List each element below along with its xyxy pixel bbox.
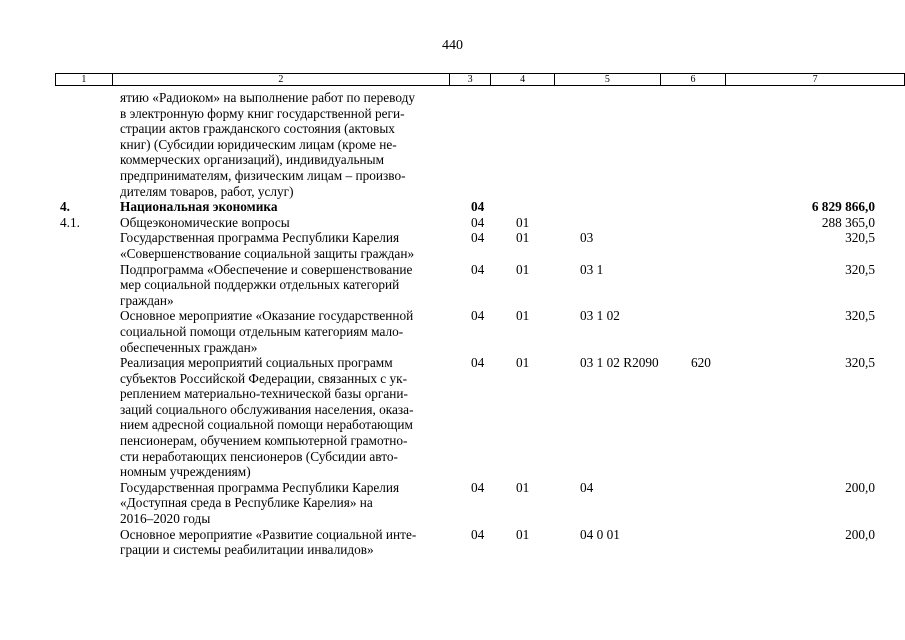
target-article-code: 03 [580,230,594,246]
amount: 320,5 [845,261,875,277]
column-header-table [55,73,905,86]
section-code: 04 [471,479,485,495]
table-row [0,199,905,215]
subsection-code: 01 [516,214,530,230]
section-code: 04 [471,230,485,246]
amount: 320,5 [845,230,875,246]
amount: 320,5 [845,355,875,371]
table-row [0,308,905,355]
page-number: 440 [442,38,463,53]
table-row [0,262,905,309]
section-code: 04 [471,526,485,542]
table-row [0,527,905,558]
column-header-3: 3 [449,74,491,86]
column-header-6: 6 [660,74,725,86]
expense-type-code: 620 [691,355,711,371]
row-description: Общеэкономические вопросы [120,214,290,230]
section-code: 04 [471,199,485,215]
section-code: 04 [471,214,485,230]
table-row [0,215,905,231]
row-description: Реализация мероприятий социальных программ субъектов Российской Федерации, связанных с ук- реплением материально-технической базы органи- заций социального обслуживания населения, оказа- нием адресной социальной помощи неработающим пенсионерам, обучением компьютерной грамотно- сти неработающих пенсионеров (Субсидии авто- номным учреждениям) [120,355,414,480]
amount: 320,5 [845,308,875,324]
subsection-code: 01 [516,230,530,246]
amount: 200,0 [845,526,875,542]
target-article-code: 03 1 02 R2090 [580,355,659,371]
row-number: 4.1. [60,214,80,230]
row-description: Основное мероприятие «Развитие социальной инте- грации и системы реабилитации инвалидов» [120,526,417,558]
amount: 288 365,0 [821,214,875,230]
budget-table-body [0,90,905,558]
target-article-code: 04 0 01 [580,526,620,542]
row-description: Основное мероприятие «Оказание государственной социальной помощи отдельным категориям мало- обеспеченных граждан» [120,308,414,355]
table-row [0,230,905,261]
table-row [0,355,905,480]
column-header-5: 5 [554,74,660,86]
row-description: Государственная программа Республики Карелия «Доступная среда в Республике Карелия» на 2016–2020 годы [120,479,400,527]
row-description: Национальная экономика [120,199,278,215]
table-row [0,90,905,199]
subsection-code: 01 [516,479,530,495]
target-article-code: 03 1 [580,261,604,277]
amount: 200,0 [845,479,875,495]
column-header-4: 4 [491,74,555,86]
row-description: ятию «Радиоком» на выполнение работ по переводу в электронную форму книг государственной реги- страции актов гражданского состояния (актовых книг) (Субсидии юридическим лицам (кроме не- коммерческих организаций), индивидуальным предпринимателям, физическим лицам – произво- дителям товаров, работ, услуг) [120,90,416,199]
subsection-code: 01 [516,526,530,542]
column-header-7: 7 [726,74,905,86]
subsection-code: 01 [516,355,530,371]
subsection-code: 01 [516,308,530,324]
target-article-code: 04 [580,479,594,495]
amount: 6 829 866,0 [811,199,875,215]
row-number: 4. [60,199,70,215]
table-row [0,480,905,527]
subsection-code: 01 [516,261,530,277]
section-code: 04 [471,308,485,324]
section-code: 04 [471,355,485,371]
target-article-code: 03 1 02 [580,308,620,324]
section-code: 04 [471,261,485,277]
column-header-2: 2 [112,74,449,86]
row-description: Государственная программа Республики Карелия «Совершенствование социальной защиты граждан» [120,230,415,261]
column-header-1: 1 [56,74,113,86]
row-description: Подпрограмма «Обеспечение и совершенствование мер социальной поддержки отдельных категорий граждан» [120,261,413,308]
